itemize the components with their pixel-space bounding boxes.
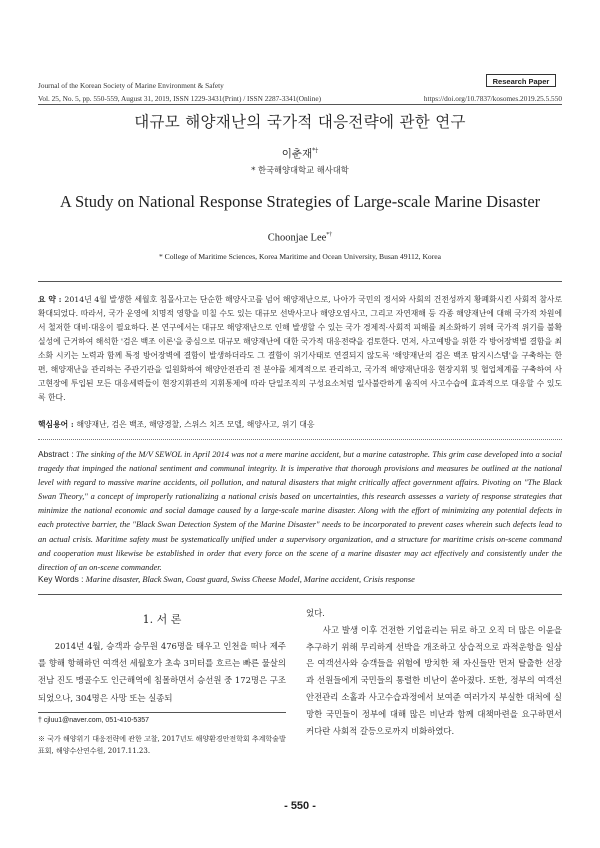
abstract-rule <box>38 281 562 282</box>
korean-keywords <box>38 419 315 430</box>
english-abstract-label: Abstract : <box>38 449 77 459</box>
english-keywords-label: Key Words : <box>38 574 86 584</box>
body-left-paragraph: 2014년 4월, 승객과 승무원 476명을 태우고 인천을 떠나 제주를 향해 항해하던 여객선 세월호가 초속 3미터를 흐르는 빠른 물살의 전남 진도 맹골수도 인근해역에 침몰하면서 승선원 중 172명은 구조되었으나, 304명은 사망 또는 실종되 <box>38 641 286 703</box>
korean-author <box>0 146 600 161</box>
research-paper-badge: Research Paper <box>486 74 556 87</box>
korean-keywords-label: 핵심용어 : <box>38 420 77 429</box>
footnote-contact: † cjluu1@naver.com, 051-410-5357 <box>38 717 150 724</box>
doi-link[interactable]: https://doi.org/10.7837/kosomes.2019.25.5.550 <box>423 94 562 103</box>
body-right-paragraph: 사고 발생 이후 건전한 기업윤리는 뒤로 하고 오직 더 많은 이윤을 추구하기 위해 무리하게 선박을 개조하고 상습적으로 과적운항을 일삼은 여객선사와 승객들을 위험에 방치한 채 자신들만 먼저 탈출한 선장과 선원들에게 국민들의 통렬한 비난이 쏟아졌다. 또한, 정부의 여객선 안전관리 소홀과 사고수습과정에서 보여준 여러가지 부실한 대처에 실망한 국민들이 정부에 대해 많은 비난과 함께 대책마련을 요구하면서 커다란 사회적 갈등으로까지 비화하였다. <box>306 624 562 736</box>
korean-title: 대규모 해양재난의 국가적 대응전략에 관한 연구 <box>134 113 466 131</box>
english-keywords-text: Marine disaster, Black Swan, Coast guard, Swiss Cheese Model, Marine accident, Crisis response <box>85 575 415 584</box>
english-abstract <box>38 447 562 575</box>
journal-volume-line: Vol. 25, No. 5, pp. 550-559, August 31, 2019, ISSN 1229-3431(Print) / ISSN 2287-3341(Online) <box>38 94 322 103</box>
english-author-mark: *† <box>326 232 333 238</box>
keywords-divider <box>38 439 562 440</box>
english-author-name: Choonjae Lee <box>267 232 327 244</box>
english-author <box>0 232 600 244</box>
body-rule <box>38 594 562 595</box>
korean-author-mark: *† <box>312 147 319 155</box>
journal-name: Journal of the Korean Society of Marine Environment & Safety <box>38 81 224 90</box>
footnote-rule <box>38 712 286 713</box>
footnote-note: ※ 국가 해양위기 대응전략에 관한 고찰, 2017년도 해양환경안전학회 추계학술발표회, 해양수산연수원, 2017.11.23. <box>38 735 286 755</box>
header-rule <box>38 104 562 105</box>
korean-abstract-label: 요 약 : <box>38 295 65 304</box>
korean-keywords-text: 해양재난, 검은 백조, 해양경찰, 스위스 치즈 모델, 해양사고, 위기 대응 <box>76 420 315 429</box>
body-right-lead: 었다. <box>306 608 325 618</box>
page-number: - 550 - <box>284 800 316 812</box>
section-heading-introduction: 1. 서 론 <box>142 613 182 626</box>
korean-author-name: 이춘재 <box>281 148 313 160</box>
korean-affiliation: * 한국해양대학교 해사대학 <box>251 165 349 175</box>
korean-abstract-text: 2014년 4월 발생한 세월호 침몰사고는 단순한 해양사고를 넘어 해양재난으로, 나아가 국민의 정서와 사회의 건전성까지 황폐화시킨 사회적 참사로 확대되었다. 따라서, 국가 운영에 치명적 영향을 미칠 수도 있는 대규모 선박사고나 해양오염사고, 그리고 자연재해 등 각종 해양재난에 대해 국가적 차원에서 철저한 대비·대응이 필요하다. 본 연구에서는 대규모 해양재난으로 인해 발생할 수 있는 국가 경제적·사회적 피해를 최소화하기 위해 국가적 위기를 불확실성에 근거하여 해석한 '검은 백조 이론'을 중심으로 대규모 해양재난에 대한 국가적 대응전략을 검토한다. 먼저, 사고예방을 위한 각 방어장벽별 결함을 최소화 시키는 노력과 함께 특정 방어장벽에 결함이 발생하더라도 그 결함이 위기사태로 연결되지 않도록 '해양재난의 검은 백조 탐지시스템'을 구축하는 한편, 해양재난을 관리하는 주관기관을 일원화하여 해양안전관리 전 분야를 체계적으로 관리하고, 국가적 해양재난대응 현장지휘 및 협업체계를 구축하여 사고현장에 투입된 모든 대응세력들이 현장지휘관의 지휘통제에 따라 단일조직의 구성요소처럼 일사불란하게 움직여 사고수습에 효과적으로 대응할 수 있도록 한다. <box>38 295 562 402</box>
english-keywords <box>38 574 415 584</box>
english-title: A Study on National Response Strategies of Large-scale Marine Disaster <box>59 192 541 211</box>
english-abstract-text: The sinking of the M/V SEWOL in April 2014 was not a mere marine accident, but a marine catastrophe. This grim case developed into a social tragedy that impinged the national sentiment and communal integrity. It is imperative that thorough provisions and measures be outlined at the national level with regard to massive marine accidents, oil pollution, and natural disasters that might critically affect government affairs. Pivoting on "The Black Swan Theory," a concept of improperly rationalizing a national crisis based on uncertainties, this research assesses a variety of response strategies that minimize the national economic and social damage caused by a large-scale marine disaster. Along with the effort of minimizing any potential defects in each protective barrier, the "Black Swan Detection System of the Marine Disaster" needs to be incorporated to prevent cases wherein such defects lead to an actual crisis. Maritime safety must be systematically unified under a supervisory organization, and a structure for maritime crisis on-scene command and cooperation must likewise be established in order that every force on the scene of a marine disaster may act effectively and consistently under the direction of an on-scene commander. <box>38 450 562 572</box>
korean-abstract <box>38 293 562 405</box>
body-right-column <box>306 605 562 739</box>
english-affiliation: * College of Maritime Sciences, Korea Maritime and Ocean University, Busan 49112, Korea <box>158 252 441 261</box>
